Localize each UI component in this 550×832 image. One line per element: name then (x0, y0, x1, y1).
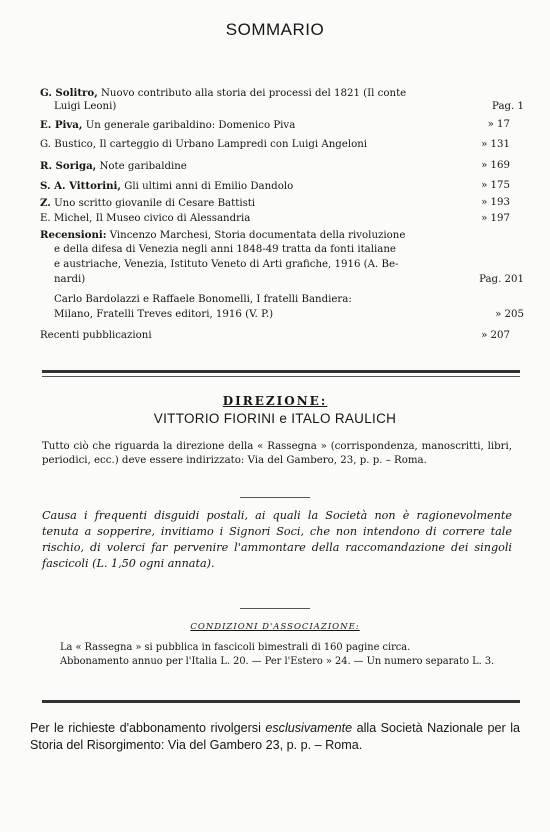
subscription-notice (30, 720, 520, 754)
direzione-notice: Tutto ciò che riguarda la direzione della « Rassegna » (corrispondenza, manoscritti, libri, periodici, ecc.) deve essere indirizzato: Via del Gambero, 23, p. p. – Roma. (42, 441, 512, 466)
toc-page: Pag. 201 (479, 274, 524, 285)
recensioni-line-row (40, 293, 524, 307)
recensioni-line: e della difesa di Venezia negli anni 1848-49 tratta da fonti italiane (54, 244, 396, 255)
condizioni-line: La « Rassegna » si pubblica in fascicoli bimestrali di 160 pagine circa. (60, 642, 411, 653)
toc-page: » 17 (487, 119, 510, 130)
short-divider (240, 608, 310, 609)
toc-title: Gli ultimi anni di Emilio Dandolo (124, 181, 294, 192)
toc-page: » 207 (481, 330, 510, 341)
section-divider-thin (42, 376, 520, 377)
toc-title: Uno scritto giovanile di Cesare Battisti (54, 198, 256, 209)
recensioni-line-row (40, 258, 524, 272)
footer-emphasis: esclusivamente (265, 721, 353, 735)
toc-entry (40, 138, 510, 152)
footer-text: Per le richieste d'abbonamento rivolgersi (30, 721, 266, 735)
recenti-label: Recenti pubblicazioni (40, 330, 152, 341)
recenti-entry (40, 329, 510, 343)
recensioni-label: Recensioni: (40, 229, 107, 241)
toc-page: » 197 (481, 213, 510, 224)
toc-page: » 193 (481, 197, 510, 208)
recensioni-line: e austriache, Venezia, Istituto Veneto di Arti grafiche, 1916 (A. Be- (54, 259, 399, 270)
recensioni-line: Carlo Bardolazzi e Raffaele Bonomelli, I fratelli Bandiera: (54, 294, 352, 305)
toc-entry (40, 212, 510, 226)
table-of-contents (40, 86, 524, 356)
recensioni-line: Vincenzo Marchesi, Storia documentata della rivoluzione (109, 230, 406, 241)
toc-author: E. Michel, (40, 213, 93, 224)
footer-divider (42, 700, 520, 703)
direzione-heading: DIREZIONE: (222, 394, 328, 408)
toc-author: S. A. Vittorini, (40, 180, 121, 192)
toc-title: Note garibaldine (99, 161, 187, 172)
toc-author: E. Piva, (40, 119, 83, 131)
toc-page: » 205 (495, 309, 524, 320)
toc-title: Il carteggio di Urbano Lampredi con Luigi Angeloni (99, 139, 368, 150)
condizioni-text (42, 641, 512, 669)
recensioni-line-row (40, 243, 524, 257)
condizioni-line: Abbonamento annuo per l'Italia L. 20. — Per l'Estero » 24. — Un numero separato L. 3. (60, 656, 495, 667)
toc-page: Pag. 1 (492, 101, 524, 112)
toc-author: G. Solitro, (40, 87, 98, 99)
toc-author: Z. (40, 197, 51, 209)
toc-page: » 169 (481, 160, 510, 171)
toc-entry-continuation (40, 100, 524, 114)
recensioni-line-row (40, 308, 524, 322)
toc-page: » 175 (481, 180, 510, 191)
toc-entry (40, 86, 510, 101)
toc-entry (40, 179, 510, 194)
toc-page: » 131 (481, 139, 510, 150)
recensioni-line: nardi) (54, 274, 86, 285)
toc-entry (40, 196, 510, 211)
toc-title: Nuovo contributo alla storia dei processi del 1821 (Il conte (101, 88, 407, 99)
direzione-names: VITTORIO FIORINI e ITALO RAULICH (153, 411, 397, 426)
recensioni-entry (40, 228, 510, 243)
condizioni-heading: CONDIZIONI D'ASSOCIAZIONE: (190, 622, 360, 632)
toc-author: R. Soriga, (40, 160, 97, 172)
toc-title: Un generale garibaldino: Domenico Piva (85, 120, 296, 131)
footer-text: alla Società Nazionale per la Storia del Risorgimento: Via del Gambero 23, p. p. – Roma. (30, 721, 520, 752)
recensioni-line-row (40, 273, 524, 287)
toc-title-cont: Luigi Leoni) (54, 101, 117, 112)
section-divider (42, 370, 520, 373)
page-title: SOMMARIO (225, 20, 325, 39)
recensioni-line: Milano, Fratelli Treves editori, 1916 (V. P.) (54, 309, 274, 320)
postal-notice: Causa i frequenti disguidi postali, ai quali la Società non è ragionevolmente tenuta a sopperire, invitiamo i Signori Soci, che non intendono di correre tale rischio, di volerci far pervenire l'ammontare della raccomandazione dei singoli fascicoli (L. 1,50 ogni annata). (42, 509, 512, 570)
toc-author: G. Bustico, (40, 139, 96, 150)
toc-entry (40, 159, 510, 174)
toc-title: Il Museo civico di Alessandria (95, 213, 251, 224)
toc-entry (40, 118, 510, 133)
short-divider (240, 497, 310, 498)
